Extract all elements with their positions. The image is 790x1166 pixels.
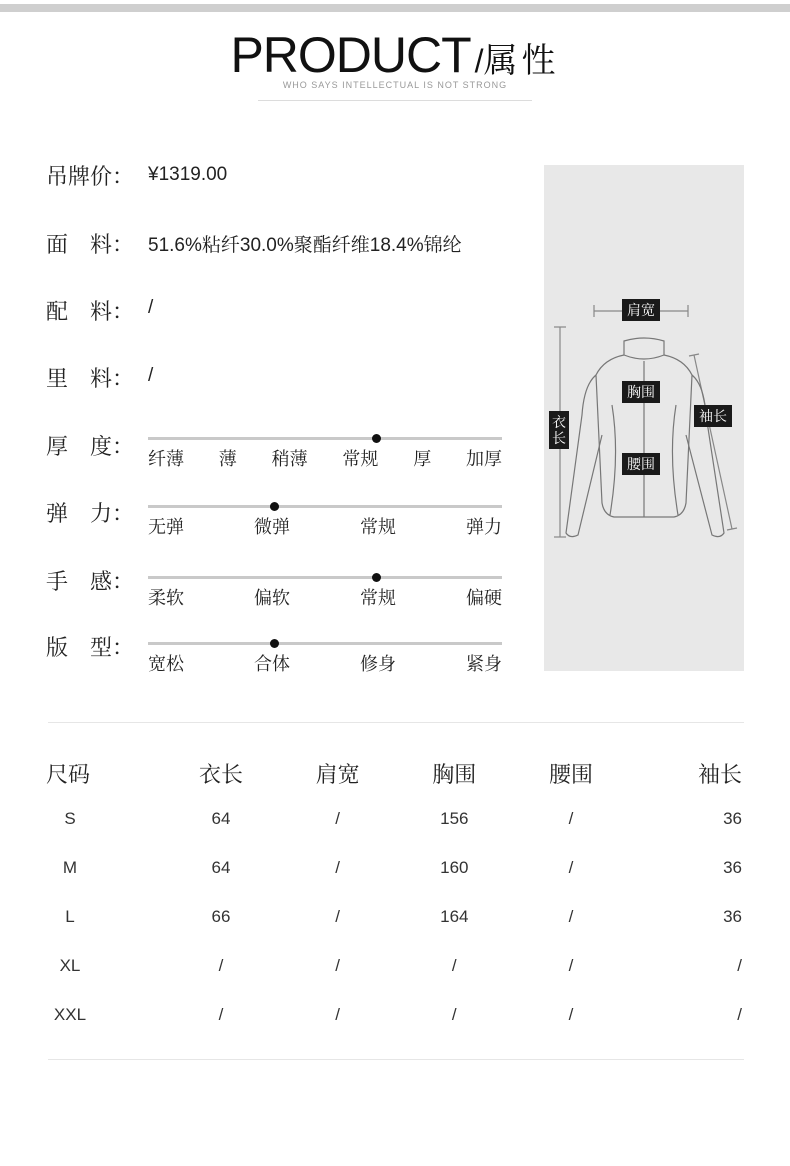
scale-option: 微弹: [254, 517, 290, 537]
length-tag-char: 长: [552, 430, 566, 446]
scale-track: [148, 576, 502, 579]
measurement-diagram: [544, 165, 744, 671]
table-cell: /: [568, 906, 574, 926]
scale-option: 稍薄: [271, 449, 308, 469]
scale-option: 常规: [360, 588, 396, 608]
length-tag-char: 衣: [552, 414, 566, 430]
scale-indicator: [270, 502, 279, 511]
title-en: PRODUCT: [230, 27, 471, 83]
size-table: [46, 752, 746, 1039]
table-cell: /: [568, 808, 574, 828]
scale-option: 柔软: [148, 588, 184, 608]
fit-label: 版 型：: [46, 635, 135, 660]
scale-indicator: [270, 639, 279, 648]
scale-option: 修身: [360, 654, 396, 674]
table-cell: 160: [440, 857, 469, 877]
fabric-label: 面 料：: [46, 232, 135, 257]
table-cell: /: [568, 1004, 574, 1024]
scale-indicator: [372, 434, 381, 443]
table-row: [46, 990, 746, 1039]
page-title: [0, 26, 790, 84]
col-header: 腰围: [548, 761, 593, 787]
scale-option: 宽松: [148, 654, 184, 674]
chest-tag: 胸围: [622, 381, 660, 403]
scale-option: 无弹: [148, 517, 184, 537]
table-row: [46, 892, 746, 941]
scale-track: [148, 437, 502, 440]
scale-track: [148, 505, 502, 508]
table-cell: /: [335, 1004, 340, 1024]
col-header: 胸围: [432, 761, 477, 787]
scale-option: 合体: [254, 654, 290, 674]
table-cell: 64: [211, 808, 231, 828]
table-cell: XXL: [53, 1004, 87, 1024]
price-value: ¥1319.00: [148, 164, 228, 185]
price-label: 吊牌价：: [46, 164, 135, 189]
table-cell: /: [568, 955, 574, 975]
table-row: [46, 843, 746, 892]
feel-label: 手 感：: [46, 569, 135, 594]
scale-option: 薄: [218, 449, 237, 469]
waist-tag: 腰围: [622, 453, 660, 475]
scale-option: 厚: [413, 449, 432, 469]
table-cell: /: [218, 955, 224, 975]
trim-value: /: [148, 297, 154, 318]
header-divider: [258, 100, 532, 101]
table-cell: L: [65, 906, 75, 926]
elasticity-scale: [148, 505, 502, 541]
table-cell: /: [335, 906, 340, 926]
table-cell: 36: [723, 906, 742, 926]
fabric-value: 51.6%粘纤30.0%聚酯纤维18.4%锦纶: [148, 235, 462, 256]
table-cell: /: [451, 955, 457, 975]
scale-option: 加厚: [465, 449, 502, 469]
col-header: 袖长: [697, 761, 742, 787]
feel-scale: [148, 576, 502, 612]
section-divider: [48, 722, 744, 723]
title-separator: /: [474, 43, 484, 79]
shoulder-tag: 肩宽: [622, 299, 660, 321]
col-header: 尺码: [46, 761, 91, 787]
table-cell: /: [335, 808, 340, 828]
table-cell: /: [335, 857, 340, 877]
trim-label: 配 料：: [46, 299, 135, 324]
scale-option: 偏硬: [466, 588, 502, 608]
table-row: [46, 941, 746, 990]
top-bar: [0, 4, 790, 12]
thickness-scale: [148, 437, 502, 473]
scale-option: 偏软: [254, 588, 290, 608]
table-cell: 66: [211, 906, 231, 926]
table-cell: /: [568, 857, 574, 877]
table-row: [46, 794, 746, 843]
table-cell: /: [218, 1004, 224, 1024]
scale-track: [148, 642, 502, 645]
length-tag: [549, 411, 569, 449]
elasticity-label: 弹 力：: [46, 501, 135, 526]
fit-scale: [148, 642, 502, 678]
table-cell: /: [737, 1004, 742, 1024]
table-cell: M: [62, 857, 78, 877]
bottom-divider: [48, 1059, 744, 1060]
thickness-label: 厚 度：: [46, 434, 135, 459]
lining-value: /: [148, 365, 154, 386]
table-cell: S: [64, 808, 76, 828]
lining-label: 里 料：: [46, 366, 135, 391]
table-cell: 64: [211, 857, 231, 877]
page-subtitle: WHO SAYS INTELLECTUAL IS NOT STRONG: [282, 80, 508, 90]
scale-option: 弹力: [466, 517, 502, 537]
table-cell: 36: [723, 857, 742, 877]
table-cell: /: [451, 1004, 457, 1024]
table-cell: 156: [440, 808, 469, 828]
col-header: 肩宽: [315, 761, 360, 787]
col-header: 衣长: [198, 761, 243, 787]
sleeve-tag: 袖长: [694, 405, 732, 427]
table-header-row: [46, 752, 746, 794]
table-cell: 164: [440, 906, 469, 926]
title-cn: 属性: [483, 42, 560, 80]
table-cell: /: [737, 955, 742, 975]
table-cell: XL: [59, 955, 81, 975]
scale-indicator: [372, 573, 381, 582]
scale-option: 纤薄: [148, 449, 184, 469]
table-cell: 36: [723, 808, 742, 828]
scale-option: 常规: [360, 517, 396, 537]
table-cell: /: [335, 955, 340, 975]
scale-option: 常规: [342, 449, 379, 469]
scale-option: 紧身: [466, 654, 502, 674]
